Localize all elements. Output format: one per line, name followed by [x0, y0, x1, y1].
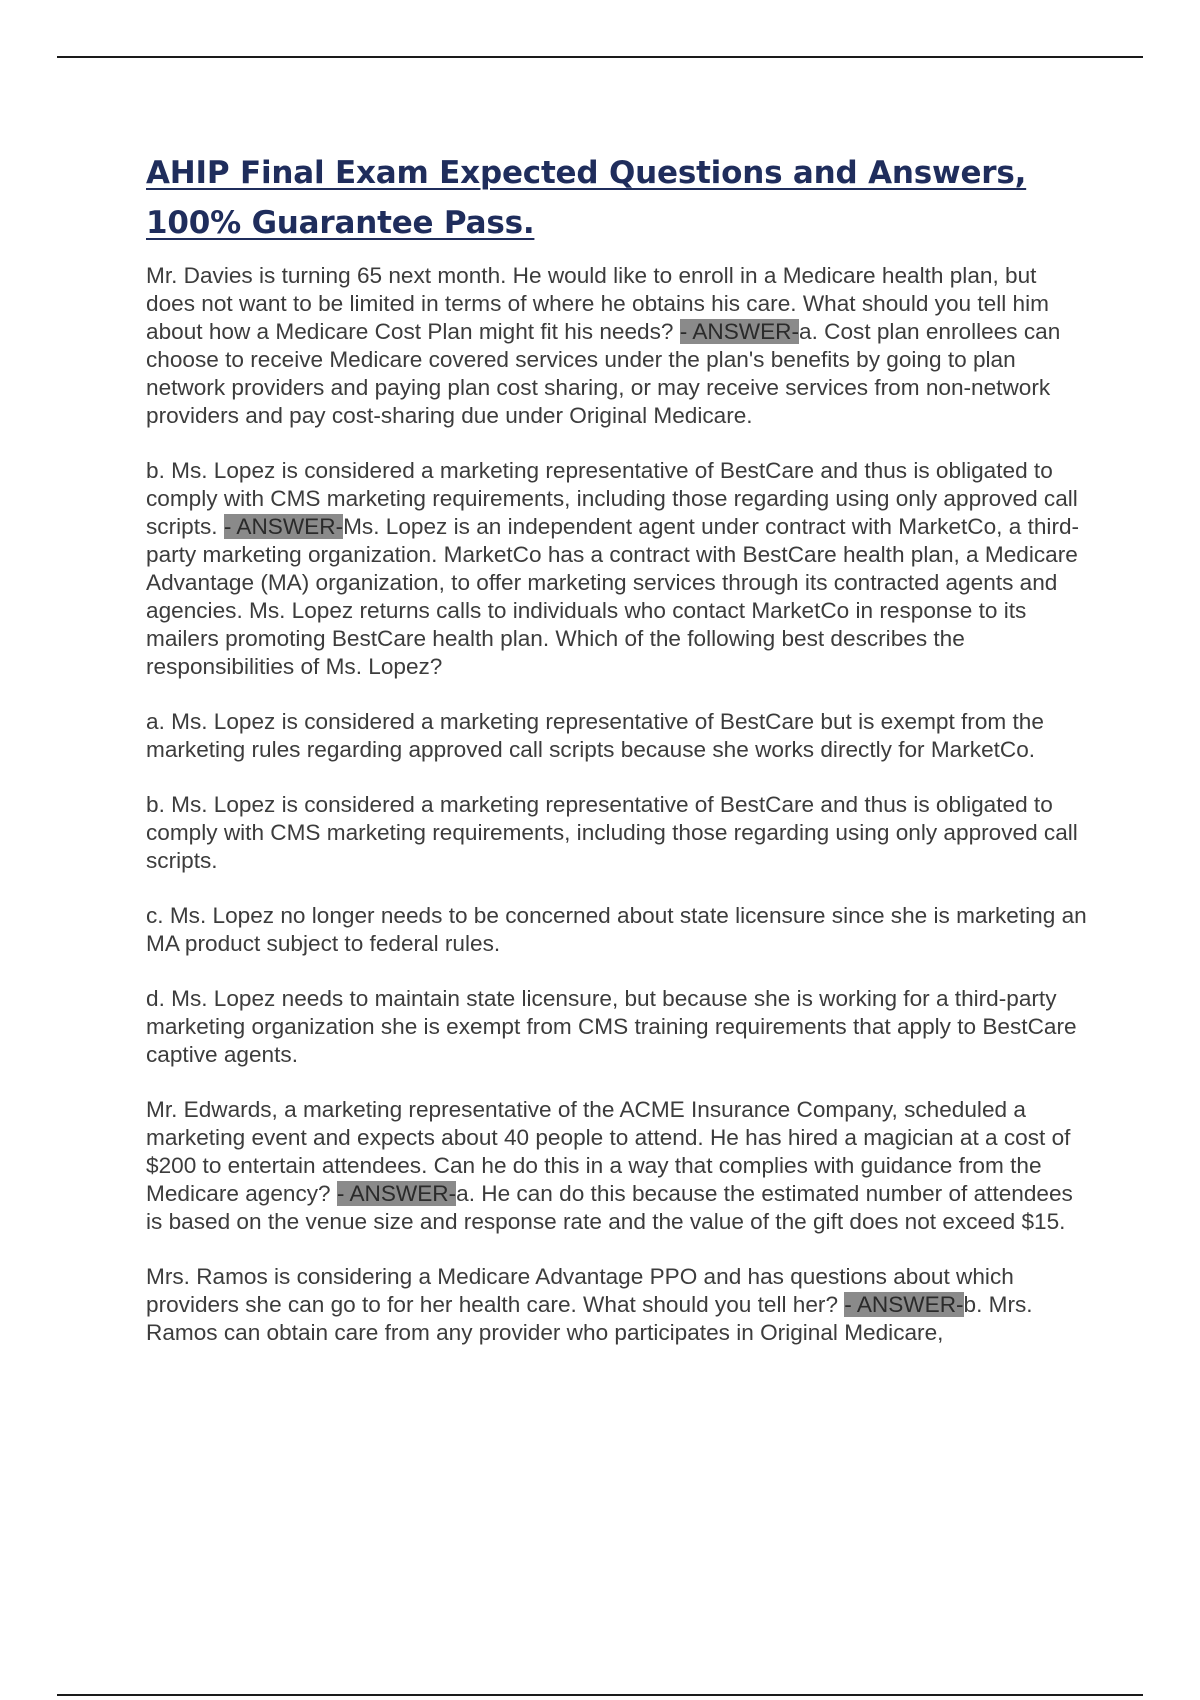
question-text: Mr. Edwards, a marketing representative of the ACME Insurance Company, scheduled a marketing event and expects about 40 people to attend. He has hired a magician at a cost of $200 to entertain attendees. Can he do this in a way that complies with guidance from the Medicare agency? — [146, 1097, 1071, 1206]
answer-text: b. Mrs. Ramos can obtain care from any provider who participates in Original Medicare, — [146, 1292, 1033, 1345]
title-line-1: AHIP Final Exam Expected Questions and Answers, — [146, 155, 1027, 191]
document-body — [146, 148, 1091, 1374]
answer-marker: - ANSWER- — [336, 1181, 457, 1206]
question-text: Mr. Davies is turning 65 next month. He would like to enroll in a Medicare health plan, but does not want to be limited in terms of where he obtains his care. What should you tell him about how a Medicare Cost Plan might fit his needs? — [146, 263, 1049, 344]
option-paragraph-c: c. Ms. Lopez no longer needs to be concerned about state licensure since she is marketing an MA product subject to federal rules. — [146, 903, 1087, 956]
answer-marker: - ANSWER- — [844, 1292, 964, 1317]
answer-text: a. Cost plan enrollees can choose to receive Medicare covered services under the plan's benefits by going to plan network providers and paying plan cost sharing, or may receive services from non-network providers and pay cost-sharing due under Original Medicare. — [146, 319, 1061, 428]
top-rule — [57, 56, 1143, 58]
title-line-2: 100% Guarantee Pass. — [146, 205, 535, 241]
bottom-rule — [57, 1694, 1143, 1696]
option-paragraph-a: a. Ms. Lopez is considered a marketing representative of BestCare but is exempt from the marketing rules regarding approved call scripts because she works directly for MarketCo. — [146, 709, 1044, 762]
answer-marker: - ANSWER- — [223, 514, 344, 539]
document-title — [146, 148, 1091, 248]
option-paragraph-d: d. Ms. Lopez needs to maintain state licensure, but because she is working for a third-party marketing organization she is exempt from CMS training requirements that apply to BestCare captive agents. — [146, 986, 1077, 1067]
option-paragraph-b: b. Ms. Lopez is considered a marketing representative of BestCare and thus is obligated to comply with CMS marketing requirements, including those regarding using only approved call scripts. — [146, 792, 1078, 873]
answer-marker: - ANSWER- — [679, 319, 800, 344]
question-text: Mrs. Ramos is considering a Medicare Advantage PPO and has questions about which providers she can go to for her health care. What should you tell her? — [146, 1264, 1014, 1317]
question-text: b. Ms. Lopez is considered a marketing representative of BestCare and thus is obligated to comply with CMS marketing requirements, including those regarding using only approved call scripts. — [146, 458, 1078, 539]
qa-paragraph-2 — [146, 457, 1091, 681]
answer-text: a. He can do this because the estimated number of attendees is based on the venue size and response rate and the value of the gift does not exceed $15. — [146, 1181, 1073, 1234]
answer-text: Ms. Lopez is an independent agent under contract with MarketCo, a third-party marketing organization. MarketCo has a contract with BestCare health plan, a Medicare Advantage (MA) organization, to offer marketing services through its contracted agents and agencies. Ms. Lopez returns calls to individuals who contact MarketCo in response to its mailers promoting BestCare health plan. Which of the following best describes the responsibilities of Ms. Lopez? — [146, 514, 1080, 679]
qa-paragraph-1 — [146, 262, 1091, 430]
qa-paragraph-3 — [146, 1096, 1091, 1236]
qa-paragraph-4 — [146, 1263, 1091, 1347]
